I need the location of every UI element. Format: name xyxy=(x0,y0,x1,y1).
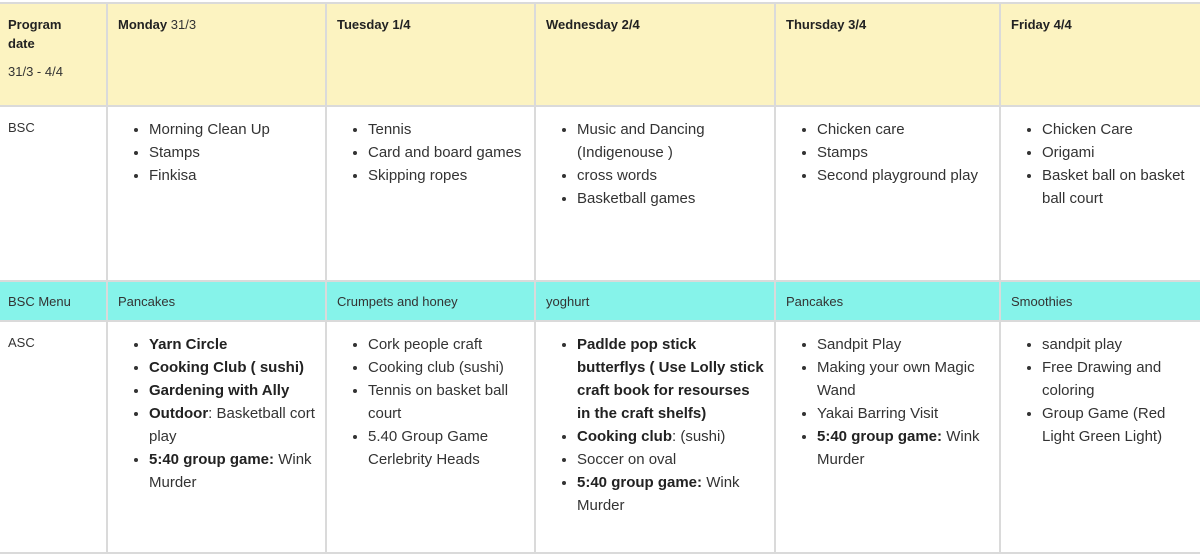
bsc-thursday xyxy=(775,106,1000,281)
list-item: • Cooking club: (sushi) xyxy=(577,425,766,448)
asc-tuesday xyxy=(326,321,535,553)
list-item: • Cork people craft xyxy=(368,333,526,356)
list-item: • Card and board games xyxy=(368,141,526,164)
program-table xyxy=(0,2,1200,554)
list-item: • Yakai Barring Visit xyxy=(817,402,991,425)
list-item: • 5:40 group game: Wink Murder xyxy=(149,448,317,494)
bsc-row xyxy=(0,106,1200,281)
list-item: • Stamps xyxy=(817,141,991,164)
bsc-friday xyxy=(1000,106,1200,281)
list-item: • Second playground play xyxy=(817,164,991,187)
list-item: • Chicken care xyxy=(817,118,991,141)
list-item: • 5:40 group game: Wink Murder xyxy=(577,471,766,517)
list-item: • Basket ball on basket ball court xyxy=(1042,164,1198,210)
program-date-cell xyxy=(0,3,107,106)
list-item: • sandpit play xyxy=(1042,333,1198,356)
list-item: • Basketball games xyxy=(577,187,766,210)
list-item: • Stamps xyxy=(149,141,317,164)
list-item: • 5:40 group game: Wink Murder xyxy=(817,425,991,471)
list-item: • Sandpit Play xyxy=(817,333,991,356)
asc-row xyxy=(0,321,1200,553)
list-item: • Soccer on oval xyxy=(577,448,766,471)
day-header-friday: Friday 4/4 xyxy=(1000,3,1200,106)
list-item: • Group Game (Red Light Green Light) xyxy=(1042,402,1198,448)
menu-friday: Smoothies xyxy=(1000,281,1200,321)
day-header-tuesday: Tuesday 1/4 xyxy=(326,3,535,106)
list-item: • Tennis xyxy=(368,118,526,141)
asc-monday xyxy=(107,321,326,553)
list-item: • Origami xyxy=(1042,141,1198,164)
list-item: • Gardening with Ally xyxy=(149,379,317,402)
day-header-wednesday: Wednesday 2/4 xyxy=(535,3,775,106)
asc-friday xyxy=(1000,321,1200,553)
bsc-monday xyxy=(107,106,326,281)
list-item: • Music and Dancing (Indigenouse ) xyxy=(577,118,766,164)
list-item: • Finkisa xyxy=(149,164,317,187)
menu-monday: Pancakes xyxy=(107,281,326,321)
list-item: • Morning Clean Up xyxy=(149,118,317,141)
bsc-label: BSC xyxy=(0,106,107,281)
bsc-menu-label: BSC Menu xyxy=(0,281,107,321)
bsc-wednesday xyxy=(535,106,775,281)
bsc-menu-row xyxy=(0,281,1200,321)
menu-wednesday: yoghurt xyxy=(535,281,775,321)
list-item: • 5.40 Group Game Cerlebrity Heads xyxy=(368,425,526,471)
asc-thursday xyxy=(775,321,1000,553)
header-row xyxy=(0,3,1200,106)
list-item: • Yarn Circle xyxy=(149,333,317,356)
list-item: • Cooking Club ( sushi) xyxy=(149,356,317,379)
asc-label: ASC xyxy=(0,321,107,553)
list-item: • cross words xyxy=(577,164,766,187)
program-date-range: 31/3 - 4/4 xyxy=(8,64,63,79)
bsc-tuesday xyxy=(326,106,535,281)
asc-wednesday xyxy=(535,321,775,553)
day-header-monday: Monday 31/3 xyxy=(107,3,326,106)
list-item: • Free Drawing and coloring xyxy=(1042,356,1198,402)
menu-thursday: Pancakes xyxy=(775,281,1000,321)
menu-tuesday: Crumpets and honey xyxy=(326,281,535,321)
program-date-label: Program date xyxy=(8,17,62,51)
list-item: • Making your own Magic Wand xyxy=(817,356,991,402)
list-item: • Chicken Care xyxy=(1042,118,1198,141)
list-item: • Skipping ropes xyxy=(368,164,526,187)
list-item: • Cooking club (sushi) xyxy=(368,356,526,379)
day-header-thursday: Thursday 3/4 xyxy=(775,3,1000,106)
list-item: • Outdoor: Basketball cort play xyxy=(149,402,317,448)
list-item: • Tennis on basket ball court xyxy=(368,379,526,425)
list-item: • Padlde pop stick butterflys ( Use Lolly stick craft book for resourses in the craft shelfs) xyxy=(577,333,766,425)
